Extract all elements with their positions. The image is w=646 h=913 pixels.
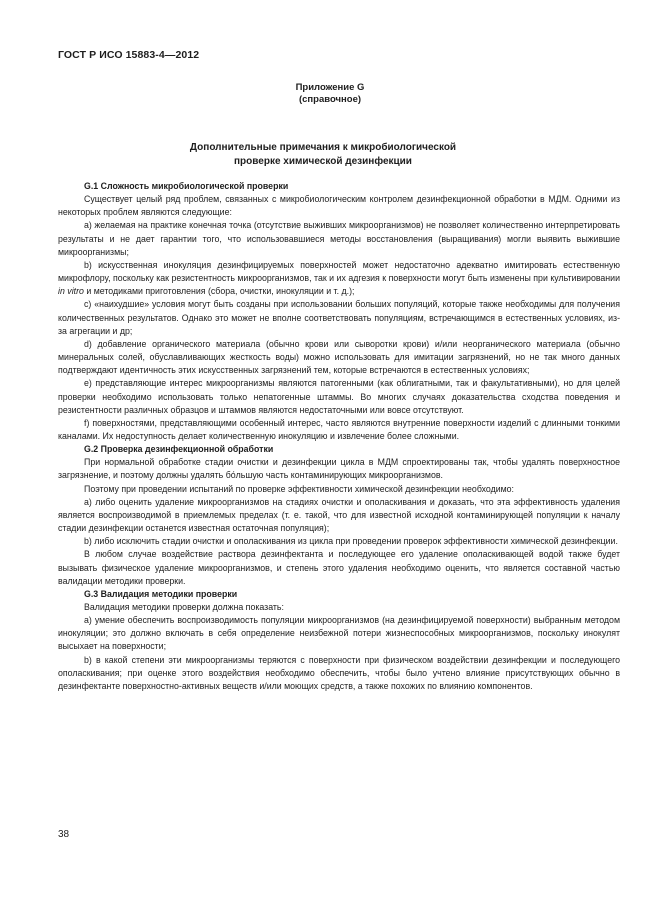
section-g2-heading: G.2 Проверка дезинфекционной обработки [84, 444, 274, 455]
section-g2-item-b: b) либо исключить стадии очистки и ополаскивания из цикла при проведении проверок эффективности химической дезинфекции. [84, 536, 618, 547]
section-g1-item-d: d) добавление органического материала (обычно крови или сыворотки крови) и/или неорганического материала (обычно минеральных солей, обуславливающих жесткость воды) можно использовать для имитации загрязнений, но не так много данных подтверждают идентичность этих искусственных загрязнений тем, которые встречаются в естественных условиях; [58, 338, 620, 376]
section-g1-item-f: f) поверхностями, представляющими особенный интерес, часто являются внутренние поверхности изделий с длинными тонкими каналами. Их недоступность делает количественную инокуляцию и извлечение более сложными. [58, 417, 620, 441]
section-g1-item-b-pre: b) искусственная инокуляция дезинфицируемых поверхностей может недостаточно адекватно имитировать естественную микрофлору, поскольку как резистентность микроорганизмов, так и их адгезия к поверхности могут быть изменены при культивировании [58, 259, 620, 284]
section-g3-heading: G.3 Валидация методики проверки [84, 588, 238, 599]
section-g2-p1: При нормальной обработке стадии очистки и дезинфекции цикла в МДМ спроектированы так, чтобы удалять поверхностное загрязнение, и поэтому должны удалять бо́льшую часть контаминирующих микроорганизмов. [58, 457, 620, 481]
document-title-line1: Дополнительные примечания к микробиологической [189, 142, 457, 153]
section-g1-item-c: с) «наихудшие» условия могут быть созданы при использовании больших популяций, которые также необходимы для получения количественных результатов. Однако это может не вполне соответствовать популяциям, встречающимся в естественных условиях, из-за агрегации и др; [58, 299, 620, 336]
document-title-line2: проверке химической дезинфекции [234, 156, 412, 167]
section-g2-p2: Поэтому при проведении испытаний по проверке эффективности химической дезинфекции необходимо: [84, 483, 515, 494]
section-g1-heading: G.1 Сложность микробиологической проверки [84, 181, 289, 191]
page-number: 38 [58, 829, 70, 840]
document-body [58, 180, 620, 693]
annex-title: Приложение G [295, 82, 365, 93]
section-g2-p3: В любом случае воздействие раствора дезинфектанта и последующее его удаление ополаскивающей водой также будет вызывать физическое удаление микроорганизмов, и степень этого удаления необходимо оценить, что является составной частью валидации методики проверки. [58, 549, 620, 586]
section-g3-item-b: b) в какой степени эти микроорганизмы теряются с поверхности при физическом воздействии дезинфекции и последующего ополаскивания; при оценке этого воздействия необходимо обеспечить, чтобы было учтено влияние присутствующих обычно в дезинфектанте поверхностно-активных веществ и/или моющих средств, а также похожих по влиянию компонентов. [58, 654, 620, 691]
section-g1-item-b [58, 259, 620, 298]
section-g2-item-a: а) либо оценить удаление микроорганизмов на стадиях очистки и ополаскивания и доказать, что эта эффективность удаления является воспроизводимой в приемлемых пределах (т. е. такой, что для известной исходной контаминирующей популяции к началу стадии дезинфекции останется известная остаточная популяция); [58, 496, 620, 534]
annex-type: (справочное) [298, 94, 362, 105]
section-g1-item-b-italic: in vitro [58, 286, 84, 297]
section-g3-item-a: а) умение обеспечить воспроизводимость популяции микроорганизмов (на дезинфицируемой поверхности) выбранным методом инокуляции; это должно включать в себя определение неизбежной потери жизнеспособных микроорганизмов, поскольку инокулят высыхает на поверхности; [58, 615, 620, 652]
section-g3-p1: Валидация методики проверки должна показать: [84, 602, 284, 612]
section-g1-item-a: а) желаемая на практике конечная точка (отсутствие выживших микроорганизмов) не позволяет количественно интерпретировать результаты и не дает гарантии того, что использовавшиеся методы восстановления (выращивания) могли выявить выжившие микроорганизмы; [58, 220, 620, 257]
standard-header: ГОСТ Р ИСО 15883-4—2012 [58, 49, 200, 61]
section-g1-item-e: е) представляющие интерес микроорганизмы являются патогенными (как облигатными, так и факультативными), но для целей проверки необходимо использовать только непатогенные штаммы. Во многих случаях доказательства сходства поведения и резистентности различных образцов и штаммов являются недостаточными или вовсе отсутствуют. [58, 378, 620, 415]
section-g1-intro: Существует целый ряд проблем, связанных с микробиологическим контролем дезинфекционной обработки в МДМ. Одними из некоторых проблем являются следующие: [58, 194, 620, 218]
section-g1-item-b-post: и методиками приготовления (сбора, очистки, инокуляции и т. д.); [83, 286, 355, 297]
